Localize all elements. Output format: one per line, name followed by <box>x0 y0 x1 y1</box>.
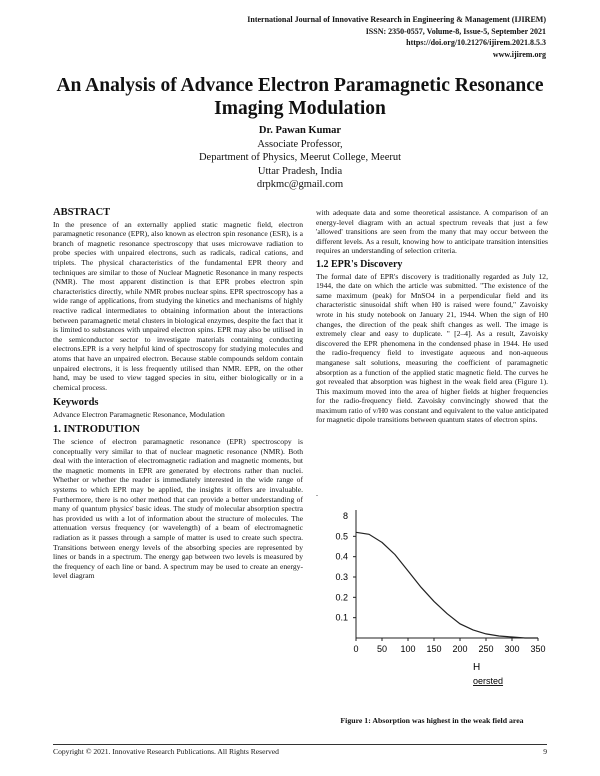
right-column <box>316 208 548 428</box>
author-place: Uttar Pradesh, India <box>257 165 343 177</box>
author-role: Associate Professor, <box>257 138 343 150</box>
figure-1-chart <box>316 498 548 688</box>
site-link[interactable]: www.ijirem.org <box>492 49 546 59</box>
issn-line: ISSN: 2350-0557, Volume-8, Issue-5, September 2021 <box>365 26 546 36</box>
x-tick-label: 150 <box>426 644 442 654</box>
intro-heading: 1. INTRODUTION <box>53 424 140 436</box>
x-tick-label: 200 <box>452 644 468 654</box>
journal-name: International Journal of Innovative Research in Engineering & Management (IJIREM) <box>247 15 546 24</box>
figure-caption: Figure 1: Absorption was highest in the weak field area <box>340 716 524 725</box>
paper-title: An Analysis of Advance Electron Paramagnetic Resonance Imaging Modulation <box>56 75 544 119</box>
page-number: 9 <box>543 747 547 756</box>
discovery-text: The formal date of EPR's discovery is traditionally regarded as July 12, 1944, the date on which the article was submitted. "The existence of the same maximum (peak) for MnSO4 in a perpendicular field and its characteristic sinusoidal shift when H0 is raised were found," Zavoisky wrote in his study notebook on January 21, 1944. When the sign of H0 changes, the direction of the peak shift changes as well. The image is extremely clear and easy to duplicate. " [2–4]. As a result, Zavoisky discovered the EPR phenomena in the condensed phase in 1944. He used the radio-frequency field to investigate aqueous and non-aqueous manganese salt solutions, measuring the coefficient of paramagnetic absorption as a function of the applied static magnetic field. The curves he got revealed that absorption was highest in the weak field area (Figure 1). This maximum moved into the area of higher fields at higher frequencies for the radio-frequency field. Zavoisky convincingly showed that the maximum ratio of v/H0 was constant and equivalent to the value anticipated for magnetic dipole transitions between quantum states of electron spins. <box>316 271 548 425</box>
y-tick-label: 0.2 <box>335 592 348 603</box>
author-name: Dr. Pawan Kumar <box>258 125 342 136</box>
keywords-text: Advance Electron Paramagnetic Resonance, Modulation <box>53 409 225 419</box>
y-axis-label: 8 <box>342 511 348 521</box>
doi-link[interactable]: https://doi.org/10.21276/ijirem.2021.8.5.3 <box>406 38 546 47</box>
x-tick-label: 100 <box>400 644 416 654</box>
x-tick-label: 50 <box>376 644 388 654</box>
x-tick-label: 300 <box>504 644 520 654</box>
keywords-heading: Keywords <box>53 397 99 409</box>
discovery-heading: 1.2 EPR's Discovery <box>316 258 403 270</box>
x-tick-label: 350 <box>530 644 546 654</box>
y-tick-label: 0.3 <box>335 572 348 582</box>
abstract-text: In the presence of an externally applied static magnetic field, electron paramagnetic resonance (EPR), also known as electron spin resonance (ESR), is a branch of magnetic resonance spectroscopy that uses microwave radiation to probe species with unpaired electrons, such as radicals, radical cations, and triplets. The physical characteristics of the fundamental EPR theory and techniques are similar to those of Nuclear Magnetic Resonance in many respects (NMR). The most apparent distinction is that EPR probes electron spin characteristics directly, while NMR probes nuclear spins. EPR spectroscopy has a wide range of applications, from studying the kinetics and mechanisms of highly reactive radical intermediates to obtaining information about the interactions between paramagnetic metal clusters in biological enzymes, despite the fact that it is limited to substances with unpaired electron spins. EPR may also be utilised in the semiconductor sector to investigate materials containing conducting electrons.EPR is a very helpful kind of spectroscopy for studying molecules and atoms that have an unpaired electron. Because stable compounds seldom contain unpaired electrons, it is less frequently utilised than NMR. EPR, on the other hand, may be used to view tagged species in situ, either biologically or in a chemical process. <box>53 219 303 392</box>
intro-text: The science of electron paramagnetic resonance (EPR) spectroscopy is conceptually very similar to that of nuclear magnetic resonance (NMR). Both deal with the interaction of electromagnetic radiation and magnetic moments, but the magnetic moments in EPR are generated by electrons rather than nuclei. Whether or whether the reader is immediately interested in the wide range of systems to which EPR may be applied, the insights it offers are invaluable. Furthermore, there is no other method that can provide a better understanding of many of quantum physics' basic ideas. The study of molecular absorption spectra has provided us with a lot of information about the structure of molecules. The attenuation versus frequency (or wavelength) of a beam of electromagnetic radiation as it passes through a sample of matter is used to create such spectra. Transitions between energy levels of the absorbing species are represented by lines or bands in a spectrum. The energy gap between two levels is measured by the frequency of each line or band. A spectrum may be used to create an energy-level diagram <box>53 437 303 581</box>
author-dept: Department of Physics, Meerut College, Meerut <box>198 152 402 163</box>
x-tick-label: 0 <box>353 644 359 654</box>
y-tick-label: 0.1 <box>335 612 348 623</box>
journal-header <box>247 14 546 60</box>
stray-dot: . <box>316 489 318 498</box>
x-tick-label: 250 <box>478 644 494 654</box>
x-axis-label: H <box>473 662 481 673</box>
intro-continued-text: with adequate data and some theoretical assistance. A comparison of an energy-level diagram with an actual spectrum reveals that just a few 'allowed' transitions are seen from the many that may occur between the different levels. As a result, knowing how to anticipate transition intensities requires an understanding of selection criteria. <box>316 208 548 256</box>
y-tick-label: 0.4 <box>335 551 348 562</box>
copyright: Copyright © 2021. Innovative Research Publications. All Rights Reserved <box>53 747 279 756</box>
footer <box>53 744 547 756</box>
absorption-curve <box>356 532 538 638</box>
author-block <box>0 124 600 192</box>
abstract-heading: ABSTRACT <box>53 207 111 218</box>
author-email[interactable]: drpkmc@gmail.com <box>256 179 344 190</box>
y-tick-label: 0.5 <box>335 531 348 542</box>
left-column <box>53 208 303 584</box>
x-axis-unit: oersted <box>473 676 504 686</box>
